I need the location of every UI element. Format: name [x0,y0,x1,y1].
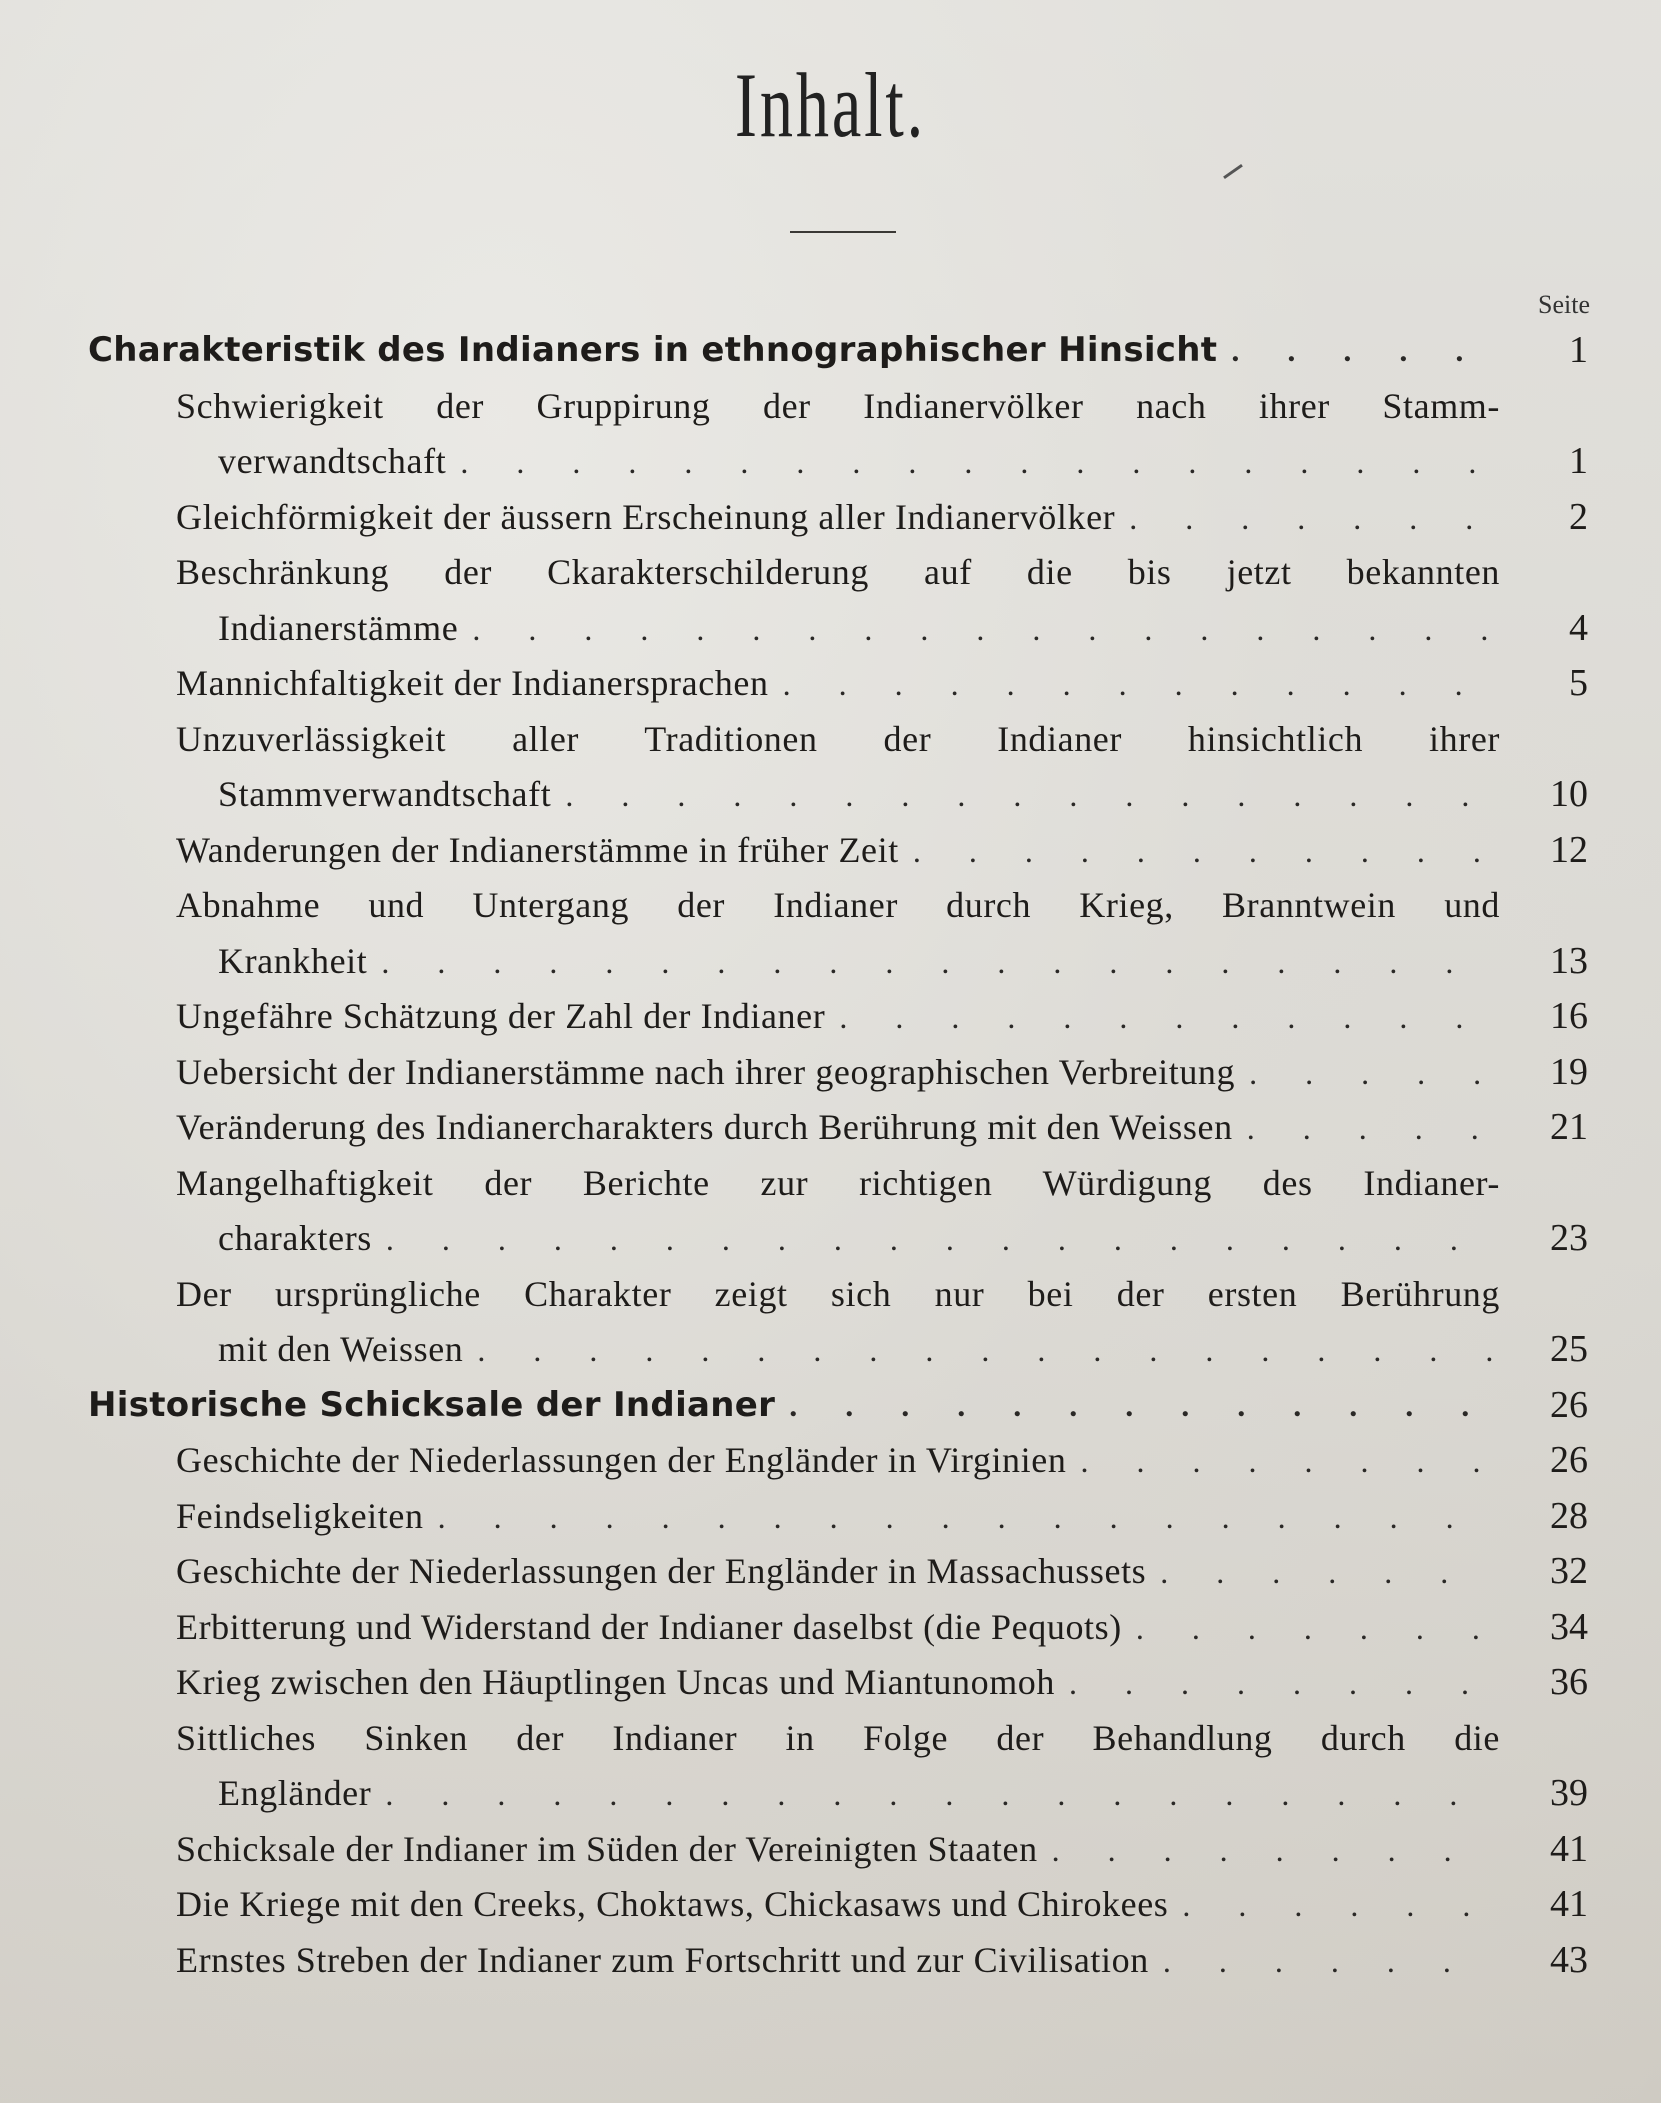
page-number: 39 [1550,1772,1588,1814]
page-number: 34 [1550,1605,1588,1648]
page-number: 28 [1550,1494,1588,1537]
entry-text: Indianerstämme [218,607,459,648]
dot-leader [1249,1053,1492,1093]
page-number: 2 [1569,495,1588,538]
entry-line [176,1052,1500,1093]
page-number: 16 [1550,995,1588,1037]
dot-leader [472,609,1492,649]
entry-continuation-line [218,441,1500,482]
page-number: 26 [1550,1439,1588,1481]
entry-text: Engländer [218,1773,372,1813]
page-number: 12 [1550,828,1588,871]
page-number: 41 [1550,1883,1588,1925]
dot-leader [460,442,1492,482]
dot-leader [1080,1441,1492,1481]
entry-line [176,830,1500,871]
dot-leader [1069,1663,1492,1703]
entry-text: Die Kriege mit den Creeks, Choktaws, Chickasaws und Chirokees [176,1884,1169,1924]
page-number: 25 [1550,1328,1588,1370]
entry-line [176,1940,1500,1981]
entry-text: Ernstes Streben der Indianer zum Fortschritt und zur Civilisation [176,1939,1149,1980]
entry-continuation-line [218,941,1500,982]
page-number: 19 [1550,1050,1588,1093]
entry-text: Veränderung des Indianercharakters durch Berührung mit den Weissen [176,1107,1233,1147]
entry-line [176,885,1500,925]
entry-line [176,663,1500,704]
dot-leader [783,664,1492,704]
dot-leader [1231,330,1492,370]
entry-text: Stammverwandtschaft [218,774,552,814]
entry-text: Unzuverlässigkeit aller Traditionen der Indianer hinsichtlich ihrer [176,718,1500,759]
heading-line [88,1385,1500,1425]
dot-leader [789,1385,1492,1425]
page-number: 36 [1550,1661,1588,1703]
entry-text: Ungefähre Schätzung der Zahl der Indianer [176,996,826,1036]
entry-line [176,1607,1500,1648]
entry-line [176,1163,1500,1203]
entry-line [176,497,1500,538]
page-title: Inhalt. [734,54,927,156]
entry-text: Der ursprüngliche Charakter zeigt sich nur bei der ersten Berührung [176,1273,1500,1314]
dot-leader [381,942,1492,982]
entry-text: Abnahme und Untergang der Indianer durch Krieg, Branntwein und [176,885,1500,925]
entry-text: Mangelhaftigkeit der Berichte zur richtigen Würdigung des Indianer- [176,1162,1500,1203]
page-number: 1 [1569,329,1588,371]
entry-text: Geschichte der Niederlassungen der Engländer in Massachussets [176,1551,1147,1591]
entry-line [176,1440,1500,1481]
page-number: 23 [1550,1217,1588,1259]
page-number: 4 [1569,606,1588,649]
entry-text: Historische Schicksale der Indianer [88,1384,776,1425]
entry-text: Uebersicht der Indianerstämme nach ihrer geographischen Verbreitung [176,1051,1236,1092]
entry-line [176,719,1500,759]
entry-continuation-line [218,1218,1500,1259]
entry-text: Krankheit [218,940,368,981]
entry-text: mit den Weissen [218,1329,464,1369]
dot-leader [385,1774,1492,1814]
dot-leader [438,1497,1492,1537]
page-number: 13 [1550,939,1588,982]
dot-leader [913,831,1492,871]
heading-line [88,330,1500,370]
entry-continuation-line [218,774,1500,815]
page-number: 10 [1550,773,1588,815]
entry-line [176,1496,1500,1537]
entry-line [176,1829,1500,1870]
entry-line [176,386,1500,426]
entry-text: Sittliches Sinken der Indianer in Folge der Behandlung durch die [176,1717,1500,1758]
entry-line [176,1718,1500,1758]
dot-leader [1160,1552,1492,1592]
entry-line [176,1107,1500,1148]
entry-text: charakters [218,1218,372,1258]
dot-leader [565,775,1492,815]
dot-leader [1163,1941,1492,1981]
page-number: 1 [1569,440,1588,482]
entry-line [176,552,1500,592]
entry-text: Schwierigkeit der Gruppirung der Indianervölker nach ihrer Stamm- [176,385,1500,426]
entry-text: Charakteristik des Indianers in ethnographischer Hinsicht [88,330,1218,370]
entry-line [176,1551,1500,1592]
dot-leader [1182,1885,1492,1925]
entry-text: verwandtschaft [218,441,447,481]
dot-leader [1136,1608,1492,1648]
entry-line [176,1884,1500,1925]
dot-leader [1247,1108,1492,1148]
page-number: 5 [1569,662,1588,704]
entry-continuation-line [218,1329,1500,1370]
page-number: 26 [1550,1383,1588,1426]
entry-text: Erbitterung und Widerstand der Indianer daselbst (die Pequots) [176,1606,1122,1647]
entry-text: Beschränkung der Ckarakterschilderung auf die bis jetzt bekannten [176,552,1500,592]
entry-continuation-line [218,608,1500,649]
entry-continuation-line [218,1773,1500,1814]
dot-leader [477,1330,1492,1370]
entry-text: Wanderungen der Indianerstämme in früher Zeit [176,829,899,870]
dot-leader [839,997,1492,1037]
entry-text: Schicksale der Indianer im Süden der Vereinigten Staaten [176,1828,1038,1869]
entry-line [176,996,1500,1037]
dot-leader [1129,498,1492,538]
dot-leader [1052,1830,1492,1870]
entry-text: Geschichte der Niederlassungen der Engländer in Virginien [176,1440,1067,1480]
entry-line [176,1662,1500,1703]
entry-text: Krieg zwischen den Häuptlingen Uncas und Miantunomoh [176,1662,1056,1702]
entry-text: Feindseligkeiten [176,1495,424,1536]
entry-line [176,1274,1500,1314]
entry-text: Mannichfaltigkeit der Indianersprachen [176,663,769,703]
page-number: 32 [1550,1550,1588,1592]
entry-text: Gleichförmigkeit der äussern Erscheinung aller Indianervölker [176,496,1116,537]
ink-mark [1223,164,1243,179]
page-number: 43 [1550,1938,1588,1981]
dot-leader [386,1219,1492,1259]
page-number: 21 [1550,1106,1588,1148]
page-number: 41 [1550,1827,1588,1870]
title-rule [790,231,896,233]
page-column-header: Seite [1538,290,1590,319]
